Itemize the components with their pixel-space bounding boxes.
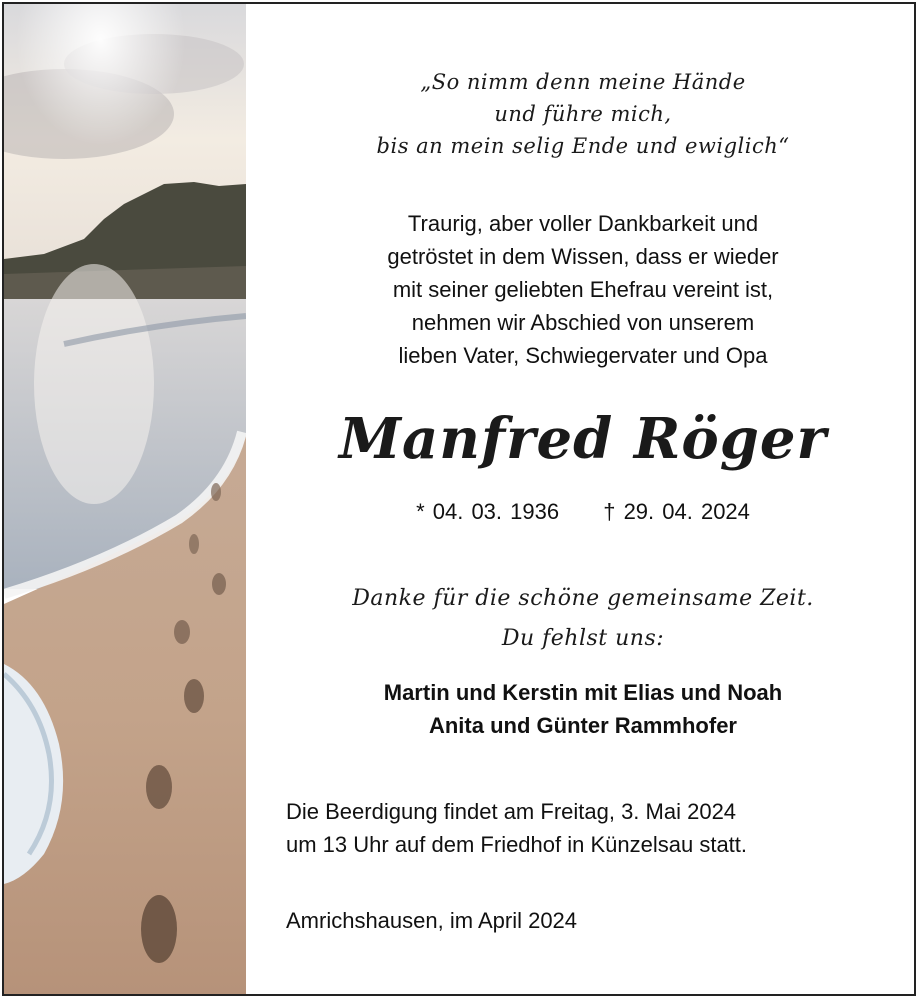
quote-line: „So nimm denn meine Hände [420,70,746,94]
thanks-line: Danke für die schöne gemeinsame Zeit. [352,586,814,611]
quote-line: und führe mich, [494,102,672,126]
intro-line: nehmen wir Abschied von unserem [411,310,755,335]
mourner-line: Anita und Günter Rammhofer [428,713,737,738]
birth-date: * 04. 03. 1936 [416,499,560,524]
life-dates [248,496,916,528]
death-date: † 29. 04. 2024 [603,499,750,524]
funeral-line: Die Beerdigung findet am Freitag, 3. Mai 2024 [286,799,737,824]
intro-text [248,207,916,372]
thanks-text [248,579,916,659]
obituary-notice [2,2,916,996]
intro-line: Traurig, aber voller Dankbarkeit und [407,211,759,236]
notice-content [248,4,916,996]
beach-footprints-image [4,4,246,996]
bible-quote [248,66,916,162]
funeral-info [286,795,906,861]
intro-line: lieben Vater, Schwiegervater und Opa [398,343,768,368]
place-and-date: Amrichshausen, im April 2024 [286,908,578,933]
thanks-line: Du fehlst uns: [501,626,665,651]
intro-line: getröstet in dem Wissen, dass er wieder [387,244,779,269]
intro-line: mit seiner geliebten Ehefrau vereint ist, [392,277,774,302]
funeral-line: um 13 Uhr auf dem Friedhof in Künzelsau statt. [286,832,748,857]
mourners-list [248,676,916,742]
quote-line: bis an mein selig Ende und ewiglich“ [376,134,790,158]
deceased-name: Manfred Röger [338,406,828,472]
beach-footprints-illustration [4,4,246,996]
mourner-line: Martin und Kerstin mit Elias und Noah [383,680,783,705]
